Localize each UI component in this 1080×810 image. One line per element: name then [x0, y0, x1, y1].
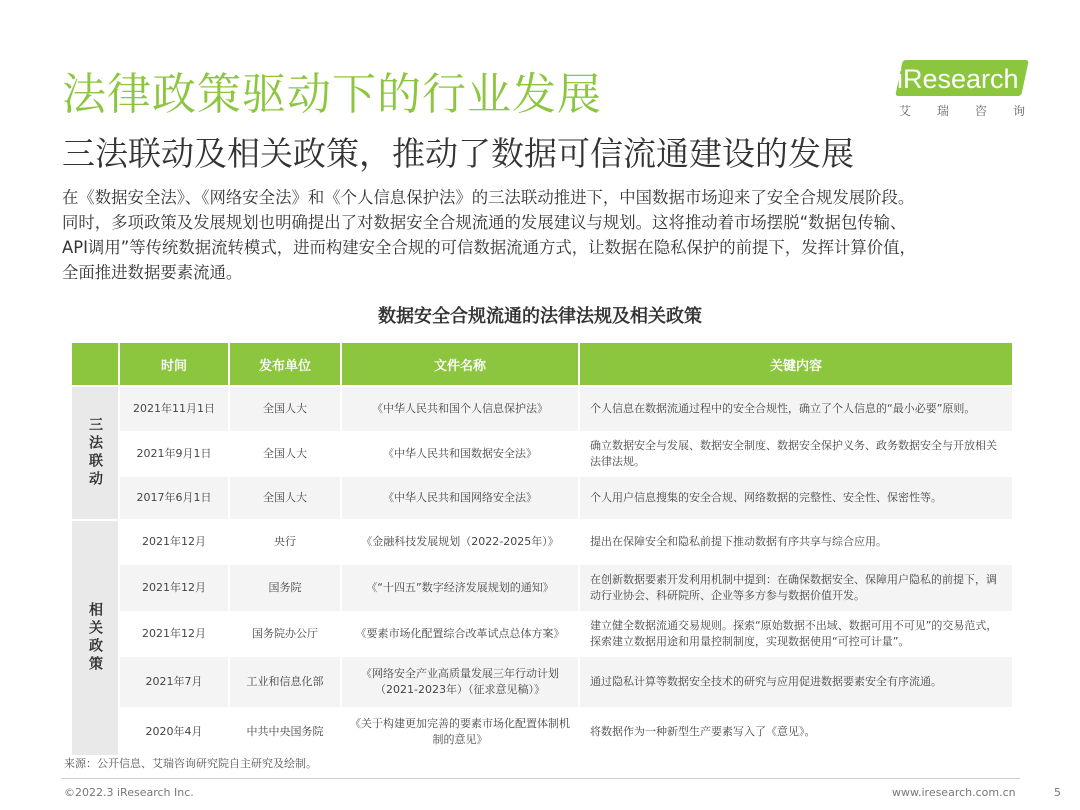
- logo-sub-char: 咨: [974, 104, 987, 118]
- cell-issuer: 中共中央国务院: [230, 709, 340, 755]
- cell-content: 个人用户信息搜集的安全合规、网络数据的完整性、安全性、保密性等。: [580, 477, 1012, 519]
- cell-document: 《中华人民共和国网络安全法》: [342, 477, 578, 519]
- cell-content: 在创新数据要素开发利用机制中提到：在确保数据安全、保障用户隐私的前提下，调动行业协会、科研院所、企业等多方参与数据价值开发。: [580, 565, 1012, 611]
- page-subtitle: 三法联动及相关政策，推动了数据可信流通建设的发展: [62, 134, 854, 173]
- cell-time: 2021年11月1日: [120, 387, 228, 431]
- header-document: 文件名称: [342, 343, 578, 385]
- policy-table: [72, 343, 1008, 755]
- cell-time: 2021年12月: [120, 565, 228, 611]
- header-time: 时间: [120, 343, 228, 385]
- cell-time: 2021年9月1日: [120, 433, 228, 475]
- copyright: ©2022.3 iResearch Inc.: [64, 786, 194, 799]
- cell-content: 将数据作为一种新型生产要素写入了《意见》。: [580, 709, 1012, 755]
- logo-subtitle: [899, 102, 1025, 119]
- cell-issuer: 国务院: [230, 565, 340, 611]
- logo-sub-char: 询: [1012, 104, 1025, 118]
- website: www.iresearch.com.cn: [892, 786, 1016, 799]
- cell-time: 2021年12月: [120, 613, 228, 655]
- group-label-cell: [72, 521, 118, 755]
- cell-content: 建立健全数据流通交易规则。探索“原始数据不出域、数据可用不可见”的交易范式，探索建立数据用途和用量控制制度，实现数据使用“可控可计量”。: [580, 613, 1012, 655]
- cell-time: 2021年7月: [120, 657, 228, 707]
- cell-content: 通过隐私计算等数据安全技术的研究与应用促进数据要素安全有序流通。: [580, 657, 1012, 707]
- page-title: 法律政策驱动下的行业发展: [62, 69, 602, 120]
- cell-time: 2017年6月1日: [120, 477, 228, 519]
- cell-document: 《关于构建更加完善的要素市场化配置体制机制的意见》: [342, 709, 578, 755]
- header-issuer: 发布单位: [230, 343, 340, 385]
- cell-issuer: 全国人大: [230, 433, 340, 475]
- group-label: 相关政策: [87, 602, 103, 674]
- cell-document: 《“十四五”数字经济发展规划的通知》: [342, 565, 578, 611]
- cell-document: 《中华人民共和国数据安全法》: [342, 433, 578, 475]
- cell-issuer: 央行: [230, 521, 340, 563]
- cell-content: 个人信息在数据流通过程中的安全合规性，确立了个人信息的“最小必要”原则。: [580, 387, 1012, 431]
- cell-content: 提出在保障安全和隐私前提下推动数据有序共享与综合应用。: [580, 521, 1012, 563]
- cell-document: 《网络安全产业高质量发展三年行动计划（2021-2023年）（征求意见稿）》: [342, 657, 578, 707]
- intro-paragraph: [62, 185, 1022, 285]
- cell-issuer: 全国人大: [230, 387, 340, 431]
- intro-line: 同时，多项政策及发展规划也明确提出了对数据安全合规流通的发展建议与规划。这将推动着市场摆脱“数据包传输、: [62, 213, 907, 232]
- source-note: 来源：公开信息、艾瑞咨询研究院自主研究及绘制。: [64, 757, 317, 770]
- table-title: 数据安全合规流通的法律法规及相关政策: [378, 306, 702, 327]
- intro-line: API调用”等传统数据流转模式，进而构建安全合规的可信数据流通方式，让数据在隐私保护的前提下，发挥计算价值，: [62, 238, 916, 257]
- cell-issuer: 工业和信息化部: [230, 657, 340, 707]
- page-number: 5: [1054, 786, 1061, 799]
- cell-issuer: 国务院办公厅: [230, 613, 340, 655]
- logo-wordmark: iResearch: [897, 64, 1019, 94]
- logo-sub-char: 艾: [899, 104, 912, 118]
- group-label-cell: [72, 387, 118, 519]
- cell-issuer: 全国人大: [230, 477, 340, 519]
- cell-time: 2020年4月: [120, 709, 228, 755]
- iresearch-logo: [893, 58, 1033, 118]
- logo-sub-char: 瑞: [936, 104, 949, 118]
- header-content: 关键内容: [580, 343, 1012, 385]
- intro-line: 在《数据安全法》、《网络安全法》和《个人信息保护法》的三法联动推进下，中国数据市场迎来了安全合规发展阶段。: [62, 188, 915, 207]
- header-corner: [72, 343, 118, 385]
- cell-document: 《中华人民共和国个人信息保护法》: [342, 387, 578, 431]
- cell-document: 《金融科技发展规划（2022-2025年）》: [342, 521, 578, 563]
- cell-content: 确立数据安全与发展、数据安全制度、数据安全保护义务、政务数据安全与开放相关法律法规。: [580, 433, 1012, 475]
- footer-divider: [62, 778, 1020, 779]
- cell-time: 2021年12月: [120, 521, 228, 563]
- intro-line: 全面推进数据要素流通。: [62, 263, 243, 282]
- cell-document: 《要素市场化配置综合改革试点总体方案》: [342, 613, 578, 655]
- group-label: 三法联动: [87, 417, 103, 489]
